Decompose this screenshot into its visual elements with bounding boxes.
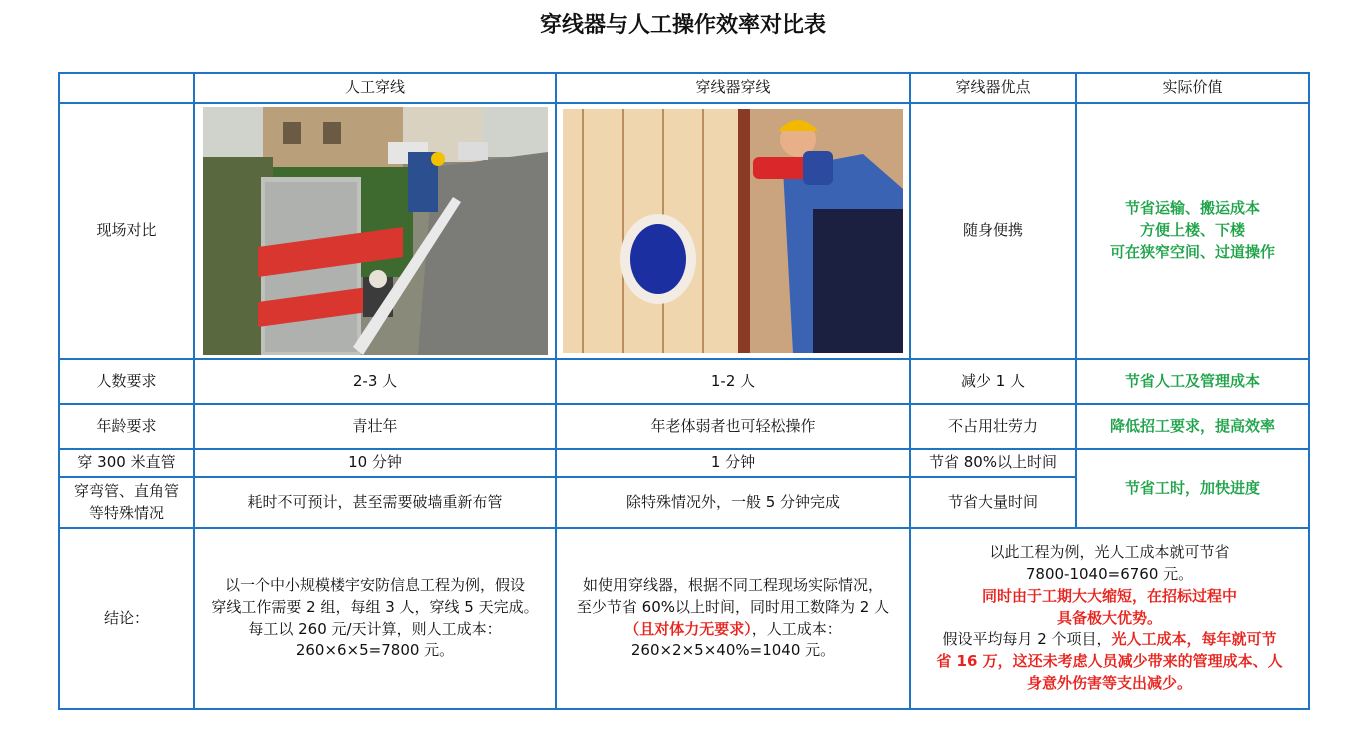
people-value: 节省人工及管理成本	[1076, 359, 1309, 404]
age-label: 年龄要求	[59, 404, 194, 449]
header-row	[59, 73, 1309, 103]
conclusion-tool-line: 260×2×5×40%=1040 元。	[630, 641, 836, 660]
conclusion-tool-line: 如使用穿线器，根据不同工程现场实际情况，	[582, 576, 883, 594]
scene-value-line: 节省运输、搬运成本	[1124, 199, 1260, 218]
conclusion-tool	[556, 528, 910, 709]
conclusion-tool-line	[561, 619, 905, 641]
row-people	[59, 359, 1309, 404]
conclusion-manual-line: 每工以 260 元/天计算，则人工成本：	[248, 619, 502, 638]
scene-value-line: 方便上楼、下楼	[1139, 221, 1245, 240]
conclusion-tool-red: （且对体力无要求）	[624, 619, 752, 638]
age-advantage: 不占用壮劳力	[910, 404, 1076, 449]
threading-tool-photo	[563, 109, 903, 353]
straight-advantage: 节省 80%以上时间	[910, 449, 1076, 477]
scene-advantage: 随身便携	[910, 103, 1076, 359]
row-straight	[59, 449, 1309, 477]
conclusion-tool-line: 至少节省 60%以上时间，同时用工数降为 2 人	[576, 597, 890, 616]
manual-threading-photo	[203, 107, 548, 355]
conclusion-manual-line: 穿线工作需要 2 组，每组 3 人，穿线 5 天完成。	[211, 597, 539, 616]
age-manual: 青壮年	[194, 404, 556, 449]
age-value: 降低招工要求，提高效率	[1076, 404, 1309, 449]
time-value: 节省工时，加快进度	[1076, 449, 1309, 528]
people-tool: 1-2 人	[556, 359, 910, 404]
bend-label	[59, 477, 194, 528]
conclusion-manual	[194, 528, 556, 709]
conclusion-manual-line: 以一个中小规模楼宇安防信息工程为例，假设	[224, 576, 525, 594]
conclusion-advantage	[910, 528, 1309, 709]
people-label: 人数要求	[59, 359, 194, 404]
straight-manual: 10 分钟	[194, 449, 556, 477]
header-tool: 穿线器穿线	[556, 73, 910, 103]
conclusion-adv-black: 假设平均每月 2 个项目，	[942, 630, 1112, 649]
bend-tool: 除特殊情况外，一般 5 分钟完成	[556, 477, 910, 528]
comparison-table	[58, 72, 1310, 710]
scene-manual-cell	[194, 103, 556, 359]
conclusion-adv-red: 省 16 万，这还未考虑人员减少带来的管理成本、人	[936, 652, 1283, 671]
header-blank	[59, 73, 194, 103]
conclusion-adv-red: 具备极大优势。	[1056, 608, 1162, 627]
age-tool: 年老体弱者也可轻松操作	[556, 404, 910, 449]
conclusion-tool-rest: ，人工成本：	[751, 619, 842, 638]
header-manual: 人工穿线	[194, 73, 556, 103]
conclusion-adv-red: 同时由于工期大大缩短，在招标过程中	[981, 586, 1237, 605]
conclusion-adv-line: 7800-1040=6760 元。	[1025, 565, 1194, 584]
people-advantage: 减少 1 人	[910, 359, 1076, 404]
header-advantage: 穿线器优点	[910, 73, 1076, 103]
conclusion-manual-line: 260×6×5=7800 元。	[295, 641, 455, 660]
row-age	[59, 404, 1309, 449]
conclusion-adv-red: 光人工成本，每年就可节	[1111, 630, 1277, 649]
scene-value-line: 可在狭窄空间、过道操作	[1109, 242, 1275, 261]
header-value: 实际价值	[1076, 73, 1309, 103]
people-manual: 2-3 人	[194, 359, 556, 404]
scene-label: 现场对比	[59, 103, 194, 359]
bend-manual: 耗时不可预计，甚至需要破墙重新布管	[194, 477, 556, 528]
scene-tool-cell	[556, 103, 910, 359]
scene-value	[1076, 103, 1309, 359]
straight-tool: 1 分钟	[556, 449, 910, 477]
conclusion-adv-red: 身意外伤害等支出减少。	[1026, 673, 1192, 692]
page-title: 穿线器与人工操作效率对比表	[539, 13, 826, 38]
bend-advantage: 节省大量时间	[910, 477, 1076, 528]
row-scene	[59, 103, 1309, 359]
row-conclusion	[59, 528, 1309, 709]
conclusion-label: 结论：	[59, 528, 194, 709]
bend-label-line: 等特殊情况	[88, 503, 164, 522]
conclusion-adv-line	[915, 629, 1304, 651]
bend-label-line: 穿弯管、直角管	[73, 481, 179, 500]
conclusion-adv-line: 以此工程为例，光人工成本就可节省	[989, 543, 1230, 562]
straight-label: 穿 300 米直管	[59, 449, 194, 477]
